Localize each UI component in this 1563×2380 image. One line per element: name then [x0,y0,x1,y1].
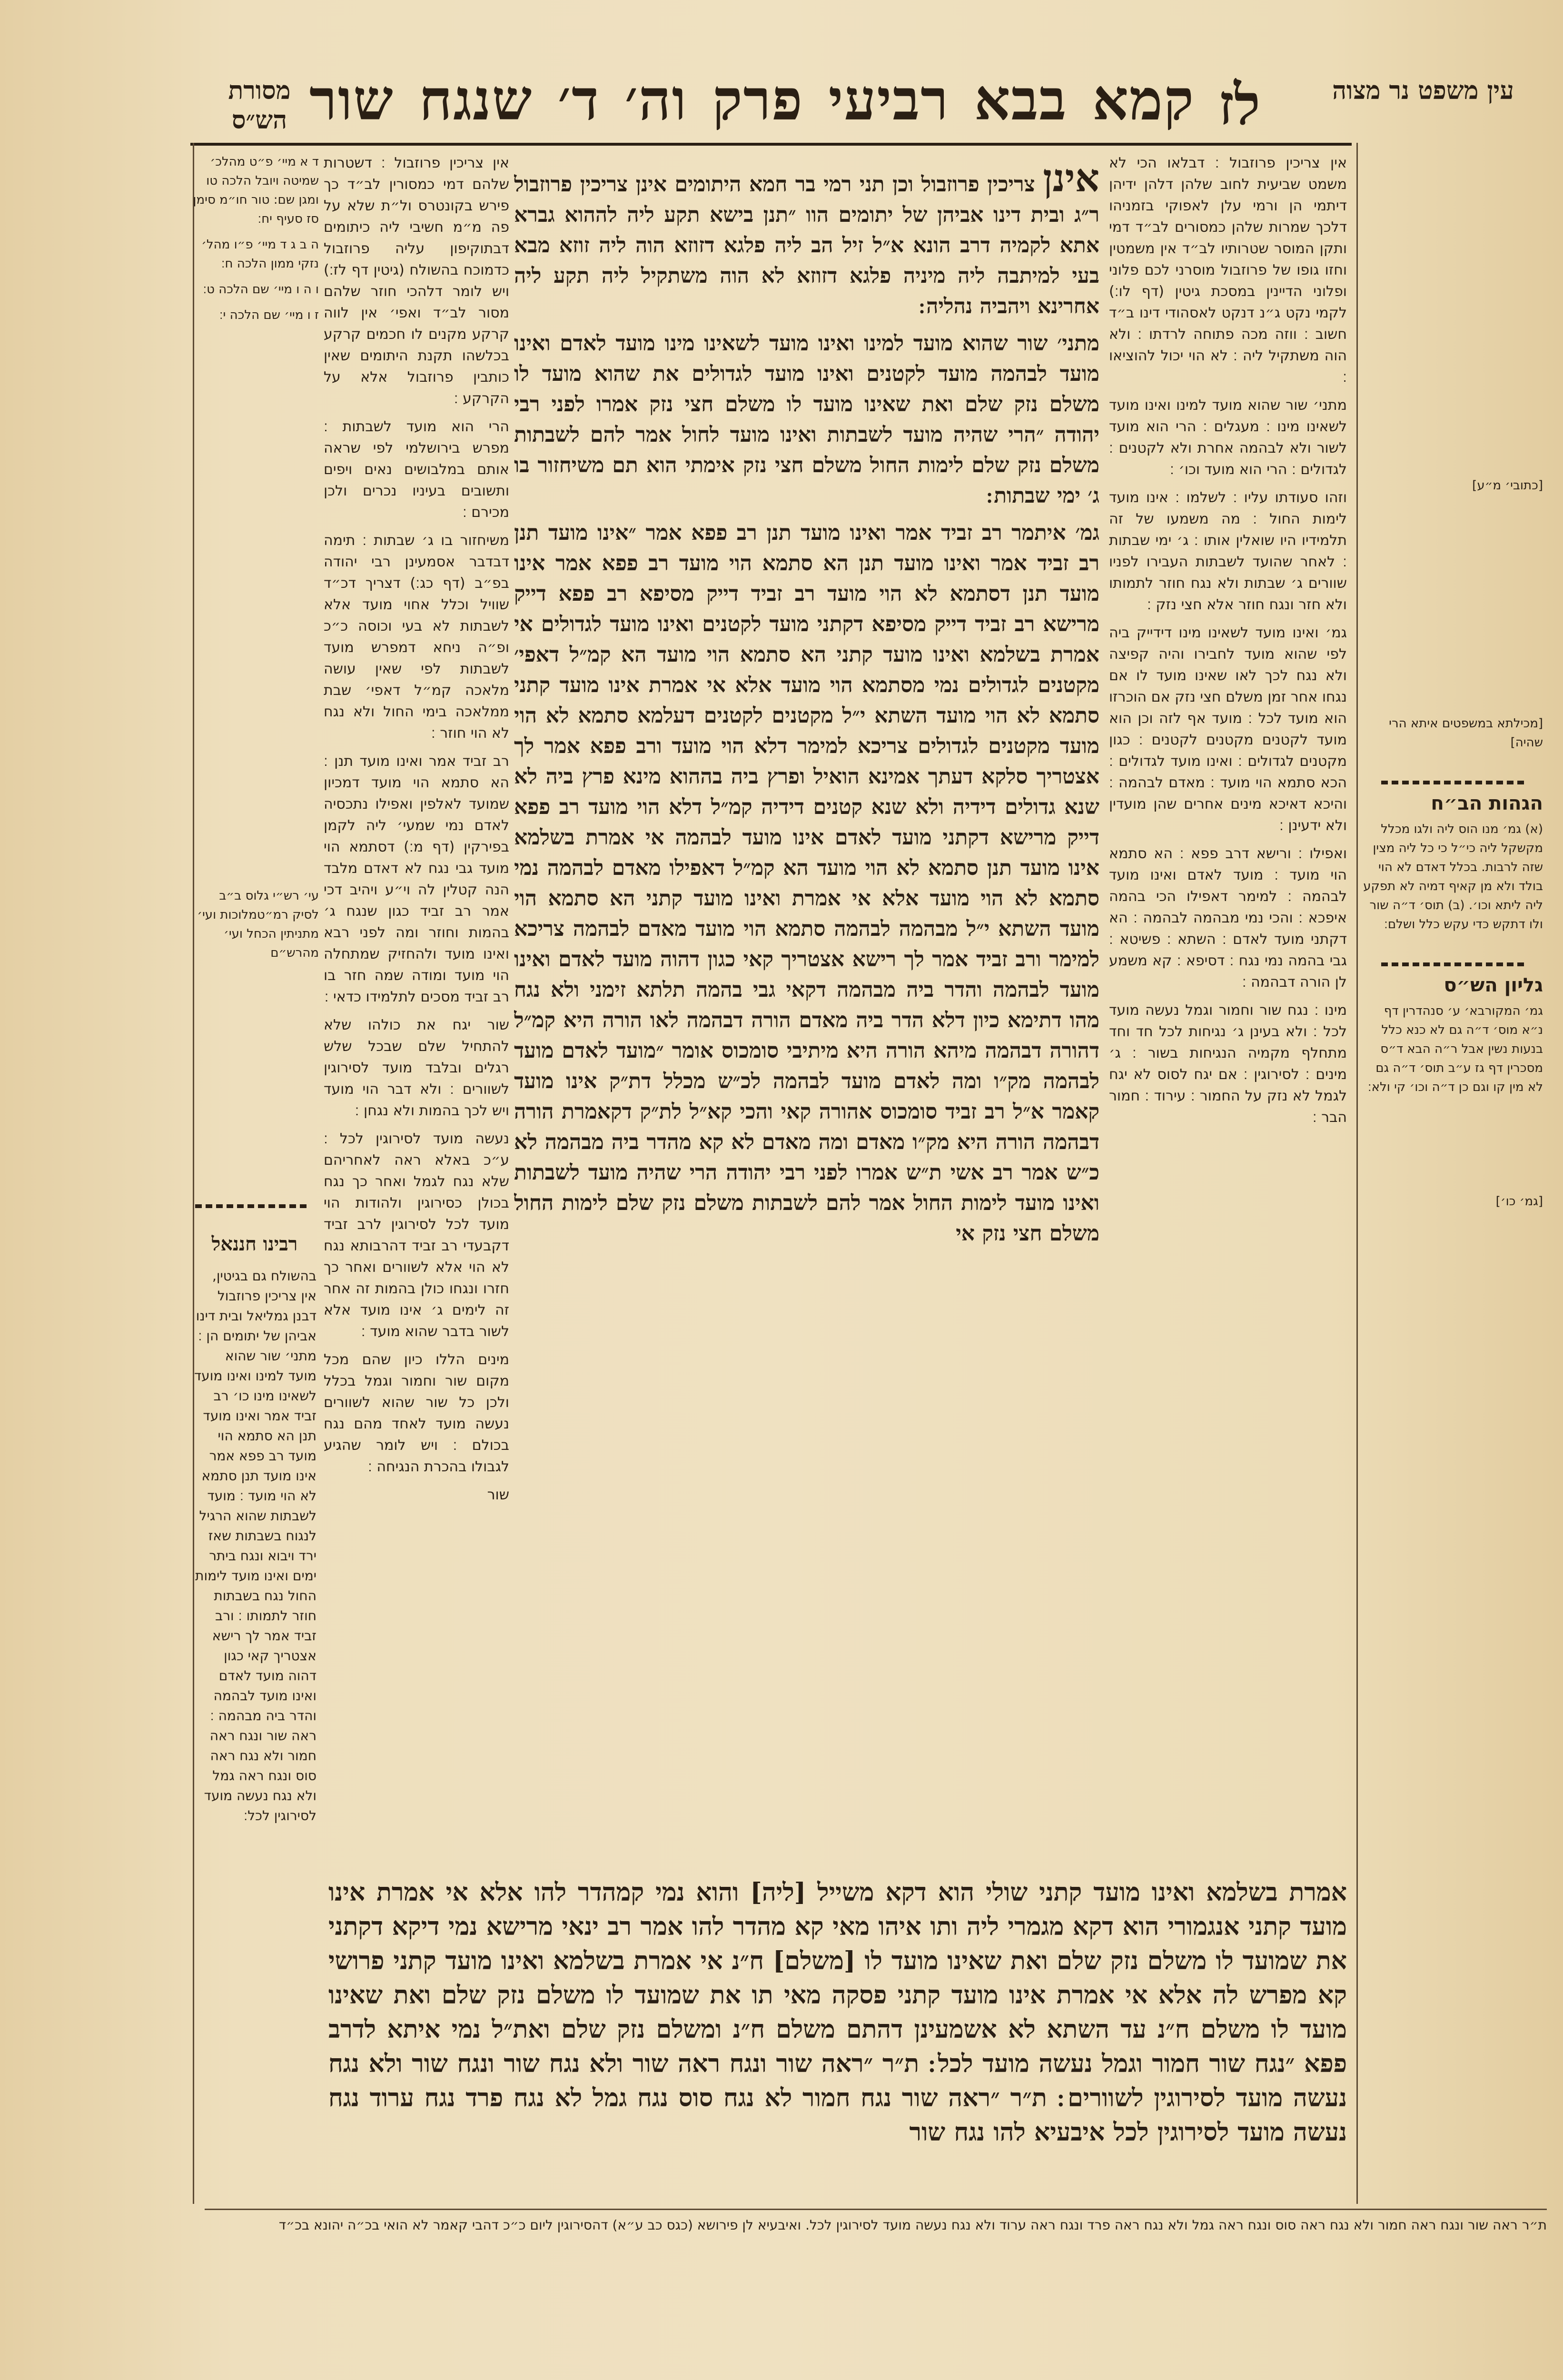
mesoret-note: [כתובי׳ מ״ע] [1472,478,1543,493]
margin-right-notes [1362,162,1543,2185]
tosafot-paragraph: הרי הוא מועד לשבתות ׃ מפרש בירושלמי לפי שראה אותם במלבושים נאים ויפים ותשובים בעיניו נכרים ולכן מכירם ׃ [324,418,509,521]
gilyon-text: גמ׳ המקורבא׳ ע׳ סנהדרין דף נ״א מוס׳ ד״ה גם לא כנא כלל בנעות נשין אבל ר״ה הבא ד״ס מסכרין דף גז ע״ב תוס׳ ד״ה גם לא מין קו וגם כן ד״ה וכו׳ קי ולא׃ [1367,1004,1543,1094]
rashi-paragraph: גמ׳ ואינו מועד לשאינו מינו דידייק ביה לפי שהוא מועד לחבירו והיה קפיצה ולא נגח לכך לאו שאינו מועד לו אם נגחו אחר זמן משלם חצי נזק אם הוכרזו הוא מועד לכל ׃ מועד אף לזה וכן הוא מועד לקטנים מקטנים לקטנים ׃ כגון מקטנים לגדולים ׃ ואינו מועד לגדולים ׃ הכא סתמא הוי מועד ׃ מאדם לבהמה ׃ והיכא דאיכא מינים אחרים שהן מועדין ולא ידעינן ׃ [1109,625,1347,834]
tosafot-paragraph: רב זביד אמר ואינו מועד תנן ׃ הא סתמא הוי מועד דמכיון שמועד לאלפין ואפילו נתכסיה לאדם נמי שמעי׳ ליה לקמן בפירקין (דף מ׃) דסתמא הוי מועד גבי נגח לא דאדם מלבד הנה קטלין לה וי״ע ויהיב דכי אמר רב זביד כגון שנגח ג׳ בהמות וחוזר ומה לפני רבא ואינו מועד ולהחזיק שמתחלה הוי מועד ומודה שמה חזר בו רב זביד מסכים לתלמידו כדאי ׃ [324,753,509,1005]
rashi-paragraph: מינו ׃ נגח שור וחמור וגמל נעשה מועד לכל ׃ ולא בעינן ג׳ נגיחות לכל חד וחד מתחלף מקמיה הנגיחות בשור ׃ ג׳ מינים ׃ לסירוגין ׃ אם יגח לסוס לא יגח לגמל לא נזק על החמור ׃ עירוד ׃ חמור הבר ׃ [1109,1002,1347,1126]
tosafot-commentary [324,152,509,1676]
ein-mishpat-entry: ו ה ו מיי׳ שם הלכה ט׃ [203,282,319,297]
rashi-commentary [1109,152,1347,1676]
hagahot-text: (א) גמ׳ מנו הוס ליה ולגו מכלל מקשקל ליה כי״ל כי כל ליה מצין שזה לרבות. בכלל דאדם לא הוי בולד ולא מן קאיף דמיה לא תפקע ליה ליתא וכו׳. (ב) תוס׳ ד״ה שור ולו דתקש כדי עקש כלל ושלם׃ [1363,822,1543,932]
gemara-label: גמ׳ [1075,521,1099,545]
gemara-text [514,157,1099,1671]
tosafot-paragraph: משיחזור בו ג׳ שבתות ׃ תימה דבדבר אסמעינן רבי יהודה בפ״ב (דף כג׃) דצריך דכ״ד שוויל וכלל אחוי מועד אלא לשבתות לא בעי וכוסה כ״כ ופ״ה ניחא דמפרש מועד לשבתות לפי שאין עושה מלאכה קמ״ל דאפי׳ שבת ממלאכה בימי החול ולא נגח לא הוי חוזר ׃ [324,532,509,742]
margin-note: עי׳ רש״י גלוס ב״ב לסיק רמ״טמלוכות ועי׳ מתניתין הכחל ועי׳ מהרש״ם [197,889,319,960]
rabbenu-chananel-paragraph: בהשולח גם בגיטין, אין צריכין פרוזבול דבנן גמליאל ובית דינו אביהן של יתומים הן ׃ מתני׳ שור שהוא מועד למינו ואינו מועד לשאינו מינו כו׳ רב זביד אמר ואינו מועד תנן הא סתמא הוי מועד רב פפא אמר אינו מועד תנן סתמא לא הוי מועד ׃ מועד לשבתות שהוא הרגיל לנגוח בשבתות שאז ירד ויבוא ונגח ביתר ימים ואינו מועד לימות החול נגח בשבתות חוזר לתמותו ׃ ורב זביד אמר לך רישא אצטריך קאי כגון דהוה מועד לאדם ואינו מועד לבהמה והדר ביה מבהמה ׃ ראה שור ונגח ראה חמור ולא נגח ראה סוס ונגח ראה גמל ולא נגח נעשה מועד לסירוגין לכל׃ [194,1268,317,1824]
tosafot-paragraph: מינים הללו כיון שהם מכל מקום שור וחמור וגמל בכלל ולכן כל שור שהוא לשוורים נעשה מועד לאחד מהם נגח בכולם ׃ ויש לומר שהגיע לגבולו בהכרת הנגיחה ׃ [324,1351,509,1475]
tosafot-paragraph: שור [487,1487,509,1503]
tosafot-paragraph: אין צריכין פרוזבול ׃ דשטרות שלהם דמי כמסורין לב״ד כך פירש בקונטרס ול״ת שלא על פה מ״מ חשיבי ליה כיתומים דבתוקיפון עליה פרוזבול כדמוכח בהשולח (גיטין דף לז׃) ויש לומר דלהכי חוזר שלהם מסור לב״ד ואפי׳ אין לווה קרקע מקנים לו חכמים קרקע בכלשהו תקנת היתומים שאין כותבין פרוזבול אלא על הקרקע ׃ [324,155,509,407]
margin-label-mesoret: מסורת הש״ס [228,76,291,135]
column-divider [1356,143,1358,2204]
mesoret-note: [מכילתא במשפטים איתא הרי שהיה] [1389,716,1543,750]
mesoret-note: [גמ׳ כו׳] [1495,1194,1543,1209]
ornament-rule [195,1204,309,1208]
running-title-word: שור [309,67,394,133]
header-rule [190,143,1352,146]
ornament-rule [1381,962,1524,966]
running-title-word: רביעי [828,67,950,133]
ein-mishpat-entry: ד א מיי׳ פ״ט מהלכ׳ שמיטה ויובל הלכה טו ומגן שם: טור חו״מ סימן סז סעיף יח׃ [193,155,319,226]
running-title-word: וה׳ [624,67,687,133]
tosafot-paragraph: נעשה מועד לסירוגין לכל ׃ ע״כ באלא ראה לאחריהם שלא נגח לגמל ואחר כך נגח בכולן כסירוגין ולהודות הוי מועד לכל לסירוגין לרב זביד דקבעדי רב זביד דהרבותא נגח לא הוי אלא לשוורים ואחר כך חזרו ונגחו כולן בהמות זה אחר זה לימים ג׳ אינו מועד אלא לשור בדבר שהוא מועד ׃ [324,1130,509,1340]
folio-number: לז [1218,71,1261,138]
mishnah-paragraph [514,328,1099,511]
gilyon-title: גליון הש״ס [1444,974,1543,996]
rashi-paragraph: אין צריכין פרוזבול ׃ דבלאו הכי לא משמט שביעית לחוב שלהן דלהן ידיהן דיתמי הן ורמי עלן לאפוקי בזמניהו דלכך שמרות שלהן כמסורים לב״ד דמי ותקן המוסר שטרותיו לב״ד אין משמטין וחזו גופו של פרוזבול מוסרני לכם פלוני ופלוני הדיינין במסכת גיטין (דף לו׃) לקמי נקט ג״נ דנקט לאסהודי דינו ב״ד חשוב ׃ ווזה מכה פתוחה לרדתו ׃ ולא הוה משתקיל ליה ׃ לא הוי יכול להוציאו ׃ [1109,155,1347,386]
gemara-opening-body: צריכין פרוזבול וכן תני רמי בר חמא היתומים אינן צריכין פרוזבול ר״ג ובית דינו אביהן של יתומים הוו ״תנן בישא תקע ליה לההוא גברא אתא לקמיה דרב הונא א״ל זיל הב ליה פלגא דזוזא הוה ליה זוזא מבא בעי למיתבה ליה מיניה פלגא דזוזא לא הוה משתקיל ליה תקע ליה אחרינא ויהביה נהליה ׃ [514,172,1099,318]
rabbenu-chananel-text [193,1266,317,2113]
rabbenu-chananel-title: רבינו חננאל [211,1233,298,1255]
footnote-text: ת״ר ראה שור ונגח ראה חמור ולא נגח ראה סוס ונגח ראה גמל ולא נגח ראה פרד ונגח ראה ערוד ולא נגח נעשה מועד לסירוגין לכל. ואיבעיא לן פירושא (כגס כב ע״א) דהסירוגין ליום כ״כ דהבי קאמר לא הואי בכ״ה יהונא בכ״ד [278,2217,1547,2233]
ein-mishpat-entry: ה ב ג ד מיי׳ פ״ו מהל׳ נזקי ממון הלכה ח׃ [201,238,319,271]
margin-label-ein-mishpat: עין משפט נר מצוה [1332,76,1514,105]
running-title [309,67,1195,133]
gemara-continuation-text: אמרת בשלמא ואינו מועד קתני שולי הוא דקא משייל [ליה] והוא נמי קמהדר להו אלא אי אמרת אינו מועד קתני אנגמורי הוא דקא מגמרי ליה ותו איהו מאי קא מהדר להו אמר רב ינאי מרישא נמי דיקא דקתני את שמועד לו משלם נזק שלם ואת שאינו מועד לו [משלם] ח״נ אי אמרת בשלמא ואינו מועד קתני פרושי קא מפרש לה אלא אי אמרת אינו מועד קתני פסקה מאי תו את שמועד לו משלם נזק שלם ואת שאינו מועד לו משלם ח״נ עד השתא לא אשמעינן דהתם משלם ח״נ ומשלם נזק שלם ואת״ל נמי איתא לדרב פפא ״נגח שור חמור וגמל נעשה מועד לכל ׃ ת״ר ״ראה שור ונגח ראה שור ולא נגח שור ונגח שור ולא נגח נעשה מועד לסירוגין לשוורים ׃ ת״ר ״ראה שור נגח חמור לא נגח סוס נגח גמל לא נגח פרד נגח ערוד נגח נעשה מועד לסירוגין לכל איבעיא להו נגח שור [328,1878,1347,2147]
running-title-word: פרק [712,67,803,133]
running-title-word: בבא [974,67,1068,133]
gemara-body: איתמר רב זביד אמר ואינו מועד תנן רב פפא אמר ״אינו מועד תנן רב זביד אמר ואינו מועד תנן הא סתמא הוי מועד רב פפא אמר אינו מועד תנן דסתמא לא הוי מועד רב זביד דייק מסיפא רב פפא דייק מרישא רב זביד דייק מסיפא דקתני מועד לקטנים ואינו מועד לגדולים אי אמרת בשלמא ואינו מועד קתני הא סתמא הוי מועד הא קמ״ל דאפי׳ מקטנים לגדולים נמי מסתמא הוי מועד אלא אי אמרת אינו מועד קתני סתמא לא הוי מועד השתא י״ל מקטנים לקטנים דעלמא סתמא לא הוי מועד מקטנים לגדולים צריכא למימר דלא הוי מועד ורב פפא אמר לך אצטריך סלקא דעתך אמינא הואיל ופרץ ביה בההוא מינא פרץ ביה לא שנא גדולים דידיה ולא שנא קטנים דידיה קמ״ל דלא הוי מועד רב פפא דייק מרישא דקתני מועד לאדם אינו מועד לבהמה אי אמרת בשלמא אינו מועד תנן סתמא לא הוי מועד הא קמ״ל דאפילו מאדם לבהמה נמי סתמא לא הוי מועד אלא אי אמרת ואינו מועד קתני הא סתמא הוי מועד השתא י״ל מבהמה לבהמה סתמא הוי מועד מאדם לבהמה צריכא למימר ורב זביד אמר לך רישא אצטריך קאי כגון דהוה מועד לאדם ואינו מועד לבהמה והדר ביה מבהמה דקאי גבי בהמה תלתא זימני ולא נגח מהו דתימא כיון דלא הדר ביה מאדם הורה דבהמה לאו הורה היא קמ״ל דהורה דבהמה מיהא הורה היא מיתיבי סומכוס אומר ״מועד לאדם מועד לבהמה מק״ו ומה לאדם מועד לבהמה לכ״ש מכלל דת״ק אינו מועד קאמר א״ל רב זביד סומכוס אהורה קאי והכי קא״ל לת״ק דקאמרת הורה דבהמה הורה היא מק״ו מאדם ומה מאדם לא קא מהדר ביה מבהמה לא כ״ש אמר רב אשי ת״ש אמרו לפני רבי יהודה הרי שהיה מועד לשבתות ואינו מועד לימות החול אמר להם לשבתות משלם נזק שלם לימות החול משלם חצי נזק אי [514,521,1099,1246]
mishnah-label: מתני׳ [1057,331,1099,356]
rashi-paragraph: ואפילו ׃ ורישא דרב פפא ׃ הא סתמא הוי מועד ׃ מועד לאדם ואינו מועד לבהמה ׃ למימר דאפילו הכי בהמה איפכא ׃ והכי נמי מבהמה לבהמה ׃ הא דקתני מועד לאדם ׃ השתא ׃ פשיטא ׃ גבי בהמה נמי נגח ׃ דסיפא ׃ קא משמע לן הורה דבהמה ׃ [1109,845,1347,991]
ein-mishpat-entry: ז ו מיי׳ שם הלכה י׃ [219,308,319,322]
mishnah-text: שור שהוא מועד למינו ואינו מועד לשאינו מינו מועד לאדם ואינו מועד לבהמה מועד לקטנים ואינו מועד לגדולים את שהוא מועד לו משלם נזק שלם ואת שאינו מועד לו משלם חצי נזק אמרו לפני רבי יהודה ״הרי שהיה מועד לשבתות ואינו מועד לחול אמר להם לשבתות משלם נזק שלם לימות החול משלם חצי נזק אימתי הוא תם משיחזור בו ג׳ ימי שבתות ׃ [514,331,1099,508]
gemara-opening-paragraph [514,157,1099,322]
gemara-continuation [328,1875,1347,2209]
rashi-paragraph: וזהו סעודתו עליו ׃ לשלמו ׃ אינו מועד לימות החול ׃ מה משמעו של זה תלמידיו היו שואלין אותו ׃ ג׳ ימי שבתות ׃ לאחר שהועד לשבתות העבירו לפניו שוורים ג׳ שבתות ולא נגח חוזר לתמותו ולא חזר ונגח חוזר אלא חצי נזק ׃ [1109,489,1347,613]
tosafot-paragraph: שור יגח את כולהו שלא להתחיל שלם שבכל שלש רגלים ובלבד מועד לסירוגין לשוורים ׃ ולא דבר הוי מועד ויש לכך בהמות ולא נגחן ׃ [324,1017,509,1119]
hagahot-title: הגהות הב״ח [1431,793,1543,814]
rashi-paragraph: מתני׳ שור שהוא מועד למינו ואינו מועד לשאינו מינו ׃ מעגלים ׃ הרי הוא מועד לשור ולא לבהמה אחרת ולא לקטנים ׃ לגדולים ׃ הרי הוא מועד וכו׳ ׃ [1109,397,1347,478]
running-title-word: קמא [1092,67,1195,133]
running-title-word: שנגח [419,67,533,133]
gemara-paragraph [514,518,1099,1249]
footnote-rule [205,2209,1547,2210]
gemara-opening-word: אינן [1043,157,1099,200]
ornament-rule [1381,781,1524,784]
running-title-word: ד׳ [557,67,600,133]
